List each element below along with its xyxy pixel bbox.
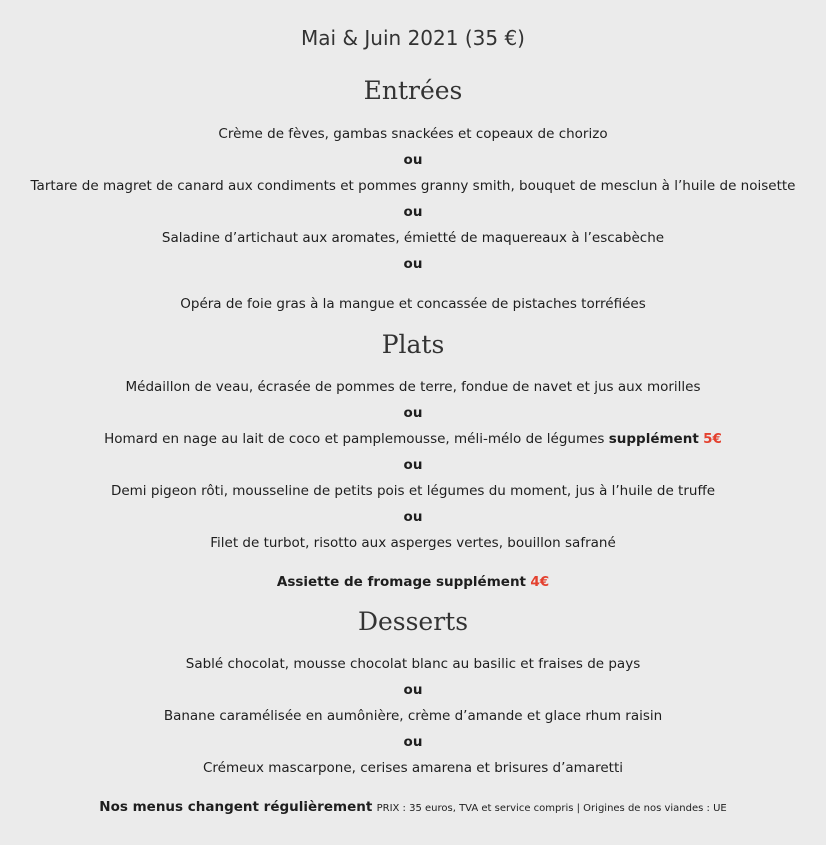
dessert-item: Banane caramélisée en aumônière, crème d’amande et glace rhum raisin	[163, 708, 663, 724]
entree-item: Opéra de foie gras à la mangue et concassée de pistaches torréfiées	[180, 296, 646, 312]
or-separator: ou	[403, 457, 423, 473]
plat-item: Médaillon de veau, écrasée de pommes de terre, fondue de navet et jus aux morilles	[125, 379, 701, 395]
plat-item: Demi pigeon rôti, mousseline de petits pois et légumes du moment, jus à l’huile de truffe	[110, 483, 716, 499]
or-separator: ou	[403, 509, 423, 525]
footer-note: Nos menus changent régulièrement	[99, 799, 373, 815]
entree-item: Saladine d’artichaut aux aromates, émietté de maquereaux à l’escabèche	[161, 230, 665, 246]
plat-item-homard	[0, 429, 826, 449]
desserts-heading: Desserts	[357, 607, 469, 636]
footer-price-info: PRIX : 35 euros, TVA et service compris | Origines de nos viandes : UE	[376, 803, 727, 814]
entrees-heading: Entrées	[363, 76, 463, 105]
dessert-item: Sablé chocolat, mousse chocolat blanc au basilic et fraises de pays	[185, 656, 641, 672]
or-separator: ou	[403, 152, 423, 168]
plats-heading: Plats	[381, 330, 445, 359]
plat-item: Filet de turbot, risotto aux asperges vertes, bouillon safrané	[210, 535, 616, 551]
menu-title: Mai & Juin 2021 (35 €)	[301, 26, 525, 50]
or-separator: ou	[403, 682, 423, 698]
supplement-label: supplément	[608, 431, 699, 447]
plat-item-text: Homard en nage au lait de coco et pamplemousse, méli-mélo de légumes	[104, 431, 605, 447]
supplement-price: 5€	[703, 431, 722, 447]
menu-footer	[0, 797, 826, 819]
entree-item: Tartare de magret de canard aux condiments et pommes granny smith, bouquet de mesclun à l’huile de noisette	[30, 178, 796, 194]
cheese-price: 4€	[530, 574, 550, 590]
cheese-supplement	[0, 572, 826, 592]
cheese-label: Assiette de fromage supplément	[276, 574, 527, 590]
or-separator: ou	[403, 405, 423, 421]
dessert-item: Crémeux mascarpone, cerises amarena et brisures d’amaretti	[202, 760, 623, 776]
or-separator: ou	[403, 256, 423, 272]
or-separator: ou	[403, 204, 423, 220]
or-separator: ou	[403, 734, 423, 750]
entree-item: Crème de fèves, gambas snackées et copeaux de chorizo	[218, 126, 608, 142]
